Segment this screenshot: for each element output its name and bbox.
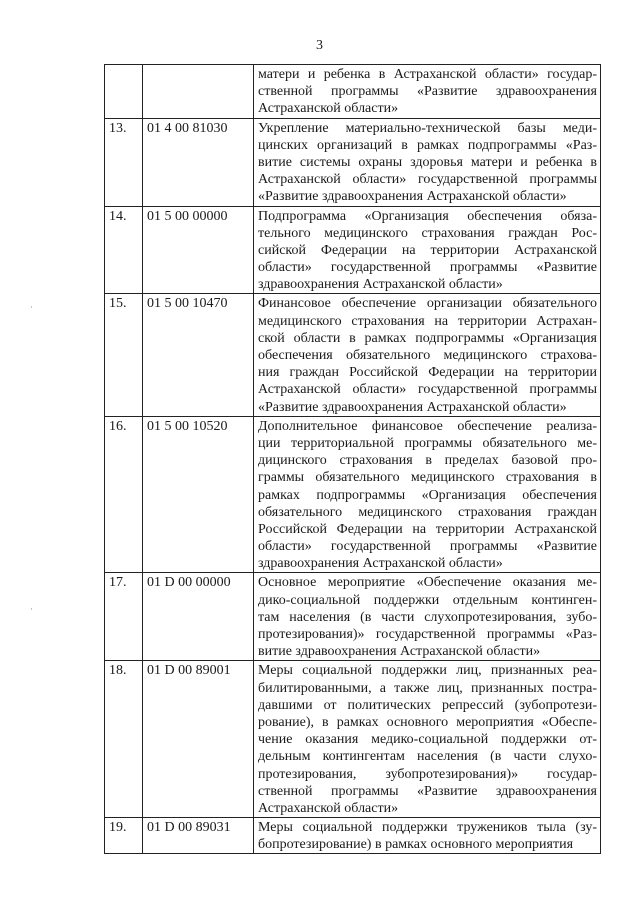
description-line: ской области в рамках подпрограммы «Организация xyxy=(258,330,597,346)
row-number: 18. xyxy=(105,661,143,818)
description-line: медицинского страхования на территории Астрахан- xyxy=(258,313,597,329)
description-line: тельного медицинского страхования граждан Рос- xyxy=(258,225,597,241)
description-line: билитированными, а также лиц, признанных постра- xyxy=(258,680,597,696)
description-line: Астраханской области» xyxy=(258,101,399,117)
table-row xyxy=(105,818,601,854)
description-line: протезирования, зубопротезирования)» государ- xyxy=(258,766,597,782)
description-line: Меры социальной поддержки тружеников тыла (зу- xyxy=(258,820,597,836)
table-row xyxy=(105,416,601,573)
item-description xyxy=(254,118,601,206)
row-number: 16. xyxy=(105,416,143,573)
description-line: «Развитие здравоохранения Астраханской области» xyxy=(258,189,567,205)
table-row xyxy=(105,661,601,818)
description-line: ния граждан Российской Федерации на территории xyxy=(258,365,597,381)
description-line: Астраханской области» xyxy=(258,800,399,816)
description-line: Укрепление материально-технической базы меди- xyxy=(258,120,597,136)
description-line: чение оказания медико-социальной поддержки от- xyxy=(258,732,597,748)
description-line: здравоохранения Астраханской области» xyxy=(258,556,503,572)
scan-mark: · xyxy=(30,302,33,312)
table-row xyxy=(105,65,601,119)
description-line: цинских организаций в рамках подпрограммы «Раз- xyxy=(258,137,597,153)
description-line: области» государственной программы «Развитие xyxy=(258,539,597,555)
item-description xyxy=(254,294,601,416)
description-line: давшими от политических репрессий (зубопротези- xyxy=(258,697,597,713)
item-description xyxy=(254,818,601,854)
description-line: обязательного медицинского страхования граждан xyxy=(258,504,597,520)
row-number: 13. xyxy=(105,118,143,206)
row-number xyxy=(105,65,143,119)
description-line: Меры социальной поддержки лиц, признанных реа- xyxy=(258,663,597,679)
description-line: ственной программы «Развитие здравоохранения xyxy=(258,84,597,100)
description-line: витие системы охраны здоровья матери и ребенка в xyxy=(258,154,597,170)
description-line: рование), в рамках основного мероприятия «Обеспе- xyxy=(258,714,597,730)
description-line: там населения (в части слухопротезирования, зубо- xyxy=(258,609,597,625)
description-line: Астраханской области» государственной программы xyxy=(258,172,597,188)
classification-code: 01 D 00 89001 xyxy=(143,661,254,818)
description-line: дицинского страхования в пределах базовой про- xyxy=(258,453,597,469)
row-number: 14. xyxy=(105,206,143,294)
classification-code: 01 5 00 10470 xyxy=(143,294,254,416)
page-number: 3 xyxy=(316,38,323,53)
description-line: Основное мероприятие «Обеспечение оказания ме- xyxy=(258,575,597,591)
description-line: дико-социальной поддержки отдельным континген- xyxy=(258,592,597,608)
table-row xyxy=(105,206,601,294)
item-description xyxy=(254,416,601,573)
description-line: Подпрограмма «Организация обеспечения обяза- xyxy=(258,208,597,224)
description-line: области» государственной программы «Развитие xyxy=(258,260,597,276)
description-line: матери и ребенка в Астраханской области» государ- xyxy=(258,67,597,82)
classification-code xyxy=(143,65,254,119)
item-description xyxy=(254,573,601,661)
description-line: здравоохранения Астраханской области» xyxy=(258,277,503,293)
item-description xyxy=(254,65,601,119)
budget-classification-table xyxy=(104,64,601,854)
description-line: ции территориальной программы обязательного ме- xyxy=(258,435,597,451)
classification-code: 01 5 00 00000 xyxy=(143,206,254,294)
classification-code: 01 D 00 00000 xyxy=(143,573,254,661)
classification-code: 01 5 00 10520 xyxy=(143,416,254,573)
table-row xyxy=(105,294,601,416)
description-line: «Развитие здравоохранения Астраханской области» xyxy=(258,399,567,415)
description-line: Астраханской области» государственной программы xyxy=(258,382,597,398)
description-line: витие здравоохранения Астраханской области» xyxy=(258,644,541,660)
description-line: Российской Федерации на территории Астраханской xyxy=(258,521,597,537)
description-line: рамках подпрограммы «Организация обеспечения xyxy=(258,487,597,503)
classification-code: 01 4 00 81030 xyxy=(143,118,254,206)
scan-mark: · xyxy=(30,604,33,614)
description-line: протезирования)» государственной программы «Раз- xyxy=(258,627,597,642)
description-line: дельным контингентам населения (в части слухо- xyxy=(258,749,597,765)
item-description xyxy=(254,206,601,294)
description-line: граммы обязательного медицинского страхования в xyxy=(258,470,597,486)
description-line: обеспечения обязательного медицинского страхова- xyxy=(258,348,597,363)
description-line: ственной программы «Развитие здравоохранения xyxy=(258,783,597,799)
description-line: Дополнительное финансовое обеспечение реализа- xyxy=(258,418,597,434)
table-row xyxy=(105,118,601,206)
row-number: 19. xyxy=(105,818,143,854)
table-row xyxy=(105,573,601,661)
description-line: сийской Федерации на территории Астраханской xyxy=(258,242,597,258)
description-line: бопротезирование) в рамках основного мероприятия xyxy=(258,837,574,853)
classification-code: 01 D 00 89031 xyxy=(143,818,254,854)
description-line: Финансовое обеспечение организации обязательного xyxy=(258,296,597,312)
row-number: 17. xyxy=(105,573,143,661)
item-description xyxy=(254,661,601,818)
row-number: 15. xyxy=(105,294,143,416)
